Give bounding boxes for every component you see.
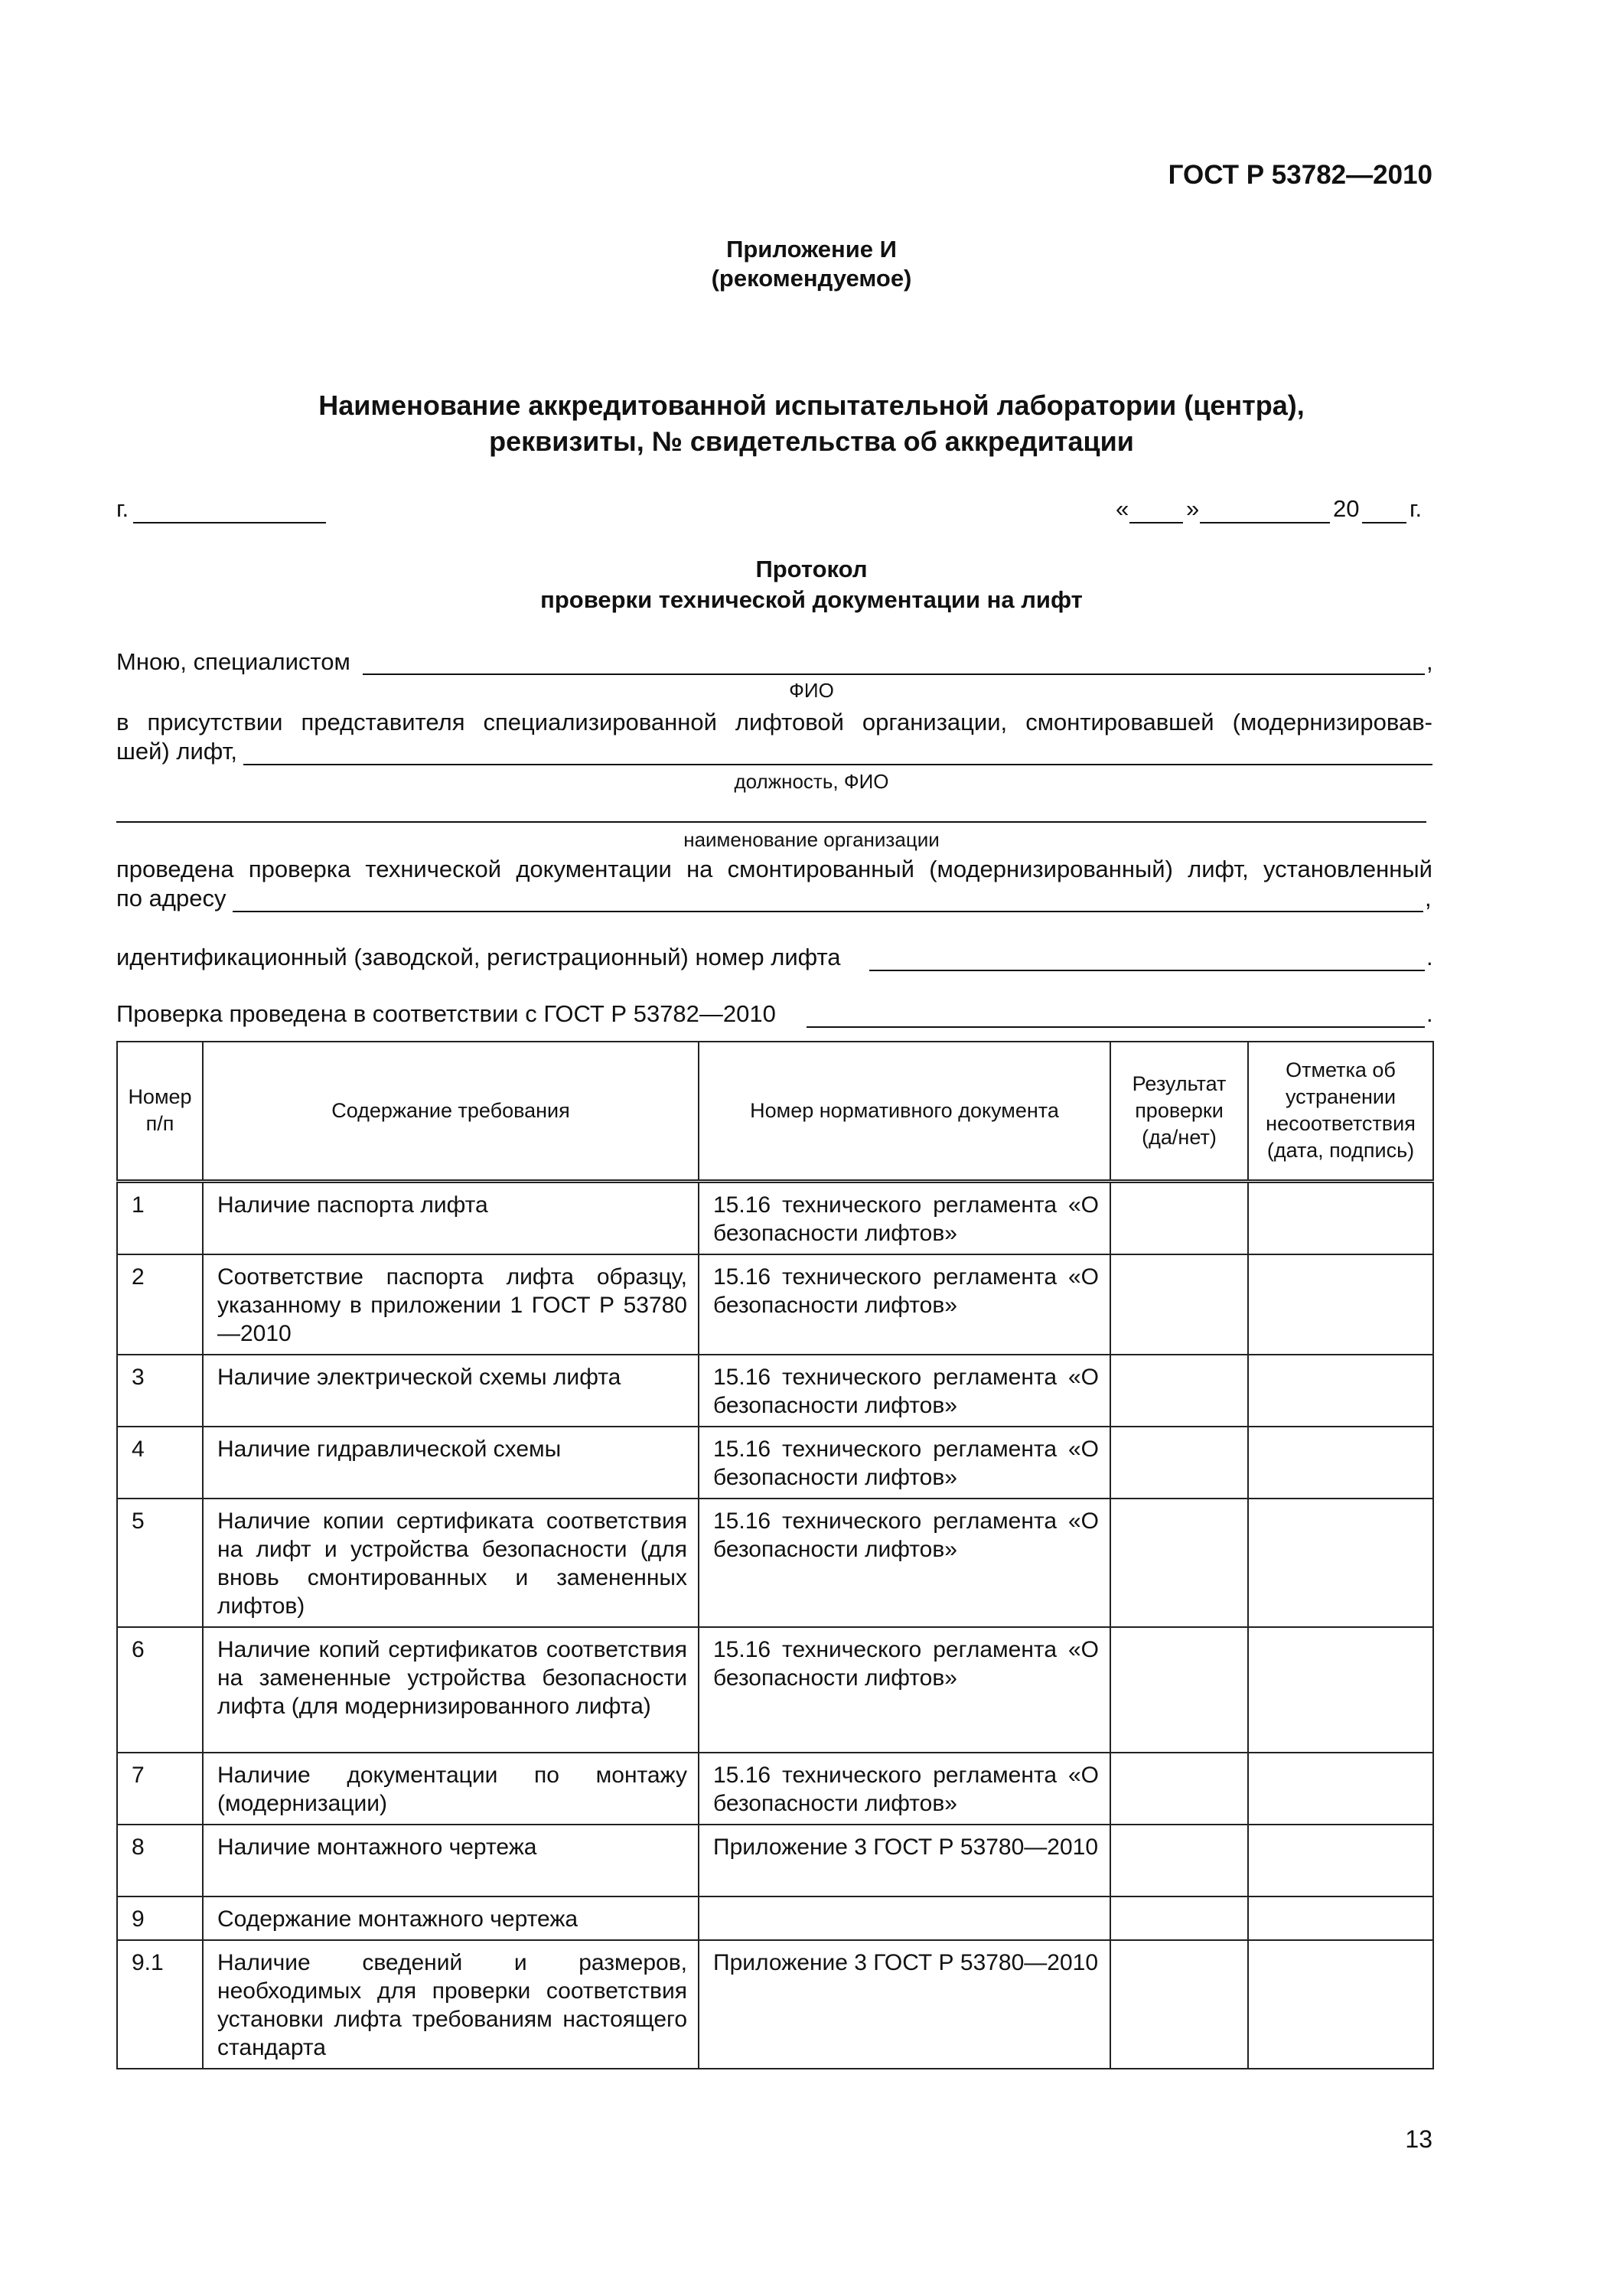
appendix-title: Приложение И	[726, 236, 897, 263]
table-row	[117, 1427, 1433, 1499]
requirements-table	[116, 1041, 1434, 2069]
table-row	[117, 1896, 1433, 1940]
row-document: 15.16 технического регламента «О безопасности лифтов»	[699, 1355, 1110, 1427]
row-note-cell[interactable]	[1248, 1499, 1433, 1627]
check-line2: по адресу	[116, 885, 227, 912]
date-quote-open: «	[1116, 495, 1129, 522]
row-requirement: Наличие документации по монтажу (модернизации)	[203, 1753, 699, 1825]
page-number: 13	[1405, 2125, 1432, 2153]
date-quote-close: »	[1186, 495, 1200, 522]
table-row	[117, 1254, 1433, 1355]
row-note-cell[interactable]	[1248, 1627, 1433, 1753]
specialist-blank	[363, 673, 1425, 675]
row-number: 9.1	[117, 1940, 203, 2069]
standard-blank	[807, 1026, 1425, 1028]
address-comma: ,	[1425, 885, 1432, 912]
row-requirement: Наличие копии сертификата соответствия на лифт и устройства безопасности (для вновь смонтированных и замененных лифтов)	[203, 1499, 699, 1627]
row-number: 9	[117, 1896, 203, 1940]
row-result-cell[interactable]	[1110, 1627, 1248, 1753]
year-suffix: г.	[1410, 495, 1423, 522]
address-blank	[233, 911, 1423, 912]
row-document: 15.16 технического регламента «О безопасности лифтов»	[699, 1254, 1110, 1355]
header-document: Номер нормативного документа	[699, 1042, 1110, 1181]
organization-caption: наименование организации	[683, 828, 940, 851]
row-document: 15.16 технического регламента «О безопасности лифтов»	[699, 1181, 1110, 1254]
row-document	[699, 1896, 1110, 1940]
row-requirement: Наличие копий сертификатов соответствия на замененные устройства безопасности лифта (для модернизированного лифта)	[203, 1627, 699, 1753]
row-result-cell[interactable]	[1110, 1427, 1248, 1499]
fio-caption: ФИО	[789, 679, 834, 702]
row-result-cell[interactable]	[1110, 1499, 1248, 1627]
position-caption: должность, ФИО	[734, 770, 889, 793]
row-result-cell[interactable]	[1110, 1254, 1248, 1355]
header-number: Номер п/п	[117, 1042, 203, 1181]
row-number: 3	[117, 1355, 203, 1427]
row-requirement: Наличие монтажного чертежа	[203, 1825, 699, 1896]
presence-blank	[243, 764, 1432, 765]
city-blank	[133, 522, 326, 523]
row-requirement: Соответствие паспорта лифта образцу, указанному в приложении 1 ГОСТ Р 53780—2010	[203, 1254, 699, 1355]
row-number: 7	[117, 1753, 203, 1825]
protocol-subtitle: проверки технической документации на лифт	[540, 586, 1083, 613]
lab-heading-line1: Наименование аккредитованной испытательной лаборатории (центра),	[318, 390, 1305, 421]
presence-line2: шей) лифт,	[116, 738, 237, 765]
id-blank	[869, 970, 1425, 971]
row-document: Приложение 3 ГОСТ Р 53780—2010	[699, 1940, 1110, 2069]
day-blank	[1129, 522, 1183, 523]
lab-heading-line2: реквизиты, № свидетельства об аккредитации	[489, 426, 1134, 457]
table-row	[117, 1355, 1433, 1427]
row-document: 15.16 технического регламента «О безопасности лифтов»	[699, 1427, 1110, 1499]
row-note-cell[interactable]	[1248, 1825, 1433, 1896]
row-document: Приложение 3 ГОСТ Р 53780—2010	[699, 1825, 1110, 1896]
row-document: 15.16 технического регламента «О безопасности лифтов»	[699, 1627, 1110, 1753]
table-row	[117, 1181, 1433, 1254]
row-document: 15.16 технического регламента «О безопасности лифтов»	[699, 1499, 1110, 1627]
table-row	[117, 1940, 1433, 2069]
row-note-cell[interactable]	[1248, 1355, 1433, 1427]
standard-code: ГОСТ Р 53782—2010	[1168, 160, 1432, 190]
appendix-status: (рекомендуемое)	[711, 265, 912, 292]
check-line1: проведена проверка технической документации на смонтированный (модернизированный) лифт, установленный	[116, 856, 1432, 882]
city-prefix: г.	[116, 495, 129, 522]
row-result-cell[interactable]	[1110, 1355, 1248, 1427]
row-result-cell[interactable]	[1110, 1753, 1248, 1825]
row-requirement: Наличие сведений и размеров, необходимых для проверки соответствия установки лифта требованиям настоящего стандарта	[203, 1940, 699, 2069]
protocol-title: Протокол	[755, 556, 868, 582]
row-number: 6	[117, 1627, 203, 1753]
id-label: идентификационный (заводской, регистрационный) номер лифта	[116, 944, 841, 970]
presence-line1: в присутствии представителя специализированной лифтовой организации, смонтировавшей (модернизировав-	[116, 709, 1432, 735]
header-note: Отметка об устранении несоответствия (дата, подпись)	[1248, 1042, 1433, 1181]
standard-period: .	[1426, 1000, 1433, 1027]
header-requirement: Содержание требования	[203, 1042, 699, 1181]
row-note-cell[interactable]	[1248, 1427, 1433, 1499]
table-row	[117, 1499, 1433, 1627]
row-number: 4	[117, 1427, 203, 1499]
specialist-comma: ,	[1426, 648, 1433, 675]
row-note-cell[interactable]	[1248, 1896, 1433, 1940]
row-result-cell[interactable]	[1110, 1940, 1248, 2069]
row-result-cell[interactable]	[1110, 1825, 1248, 1896]
header-result: Результат проверки (да/нет)	[1110, 1042, 1248, 1181]
year-prefix: 20	[1333, 495, 1360, 522]
row-number: 2	[117, 1254, 203, 1355]
row-note-cell[interactable]	[1248, 1940, 1433, 2069]
row-note-cell[interactable]	[1248, 1254, 1433, 1355]
id-period: .	[1426, 944, 1433, 970]
row-document: 15.16 технического регламента «О безопасности лифтов»	[699, 1753, 1110, 1825]
table-row	[117, 1627, 1433, 1753]
specialist-label: Мною, специалистом	[116, 648, 350, 675]
row-note-cell[interactable]	[1248, 1181, 1433, 1254]
row-result-cell[interactable]	[1110, 1896, 1248, 1940]
table-row	[117, 1753, 1433, 1825]
row-requirement: Содержание монтажного чертежа	[203, 1896, 699, 1940]
row-number: 1	[117, 1181, 203, 1254]
table-header-row	[117, 1042, 1433, 1181]
organization-blank	[116, 821, 1426, 823]
row-requirement: Наличие паспорта лифта	[203, 1181, 699, 1254]
row-requirement: Наличие электрической схемы лифта	[203, 1355, 699, 1427]
row-requirement: Наличие гидравлической схемы	[203, 1427, 699, 1499]
standard-label: Проверка проведена в соответствии с ГОСТ Р 53782—2010	[116, 1000, 776, 1027]
month-blank	[1200, 522, 1330, 523]
table-row	[117, 1825, 1433, 1896]
row-result-cell[interactable]	[1110, 1181, 1248, 1254]
year-blank	[1362, 522, 1406, 523]
row-number: 5	[117, 1499, 203, 1627]
row-number: 8	[117, 1825, 203, 1896]
row-note-cell[interactable]	[1248, 1753, 1433, 1825]
